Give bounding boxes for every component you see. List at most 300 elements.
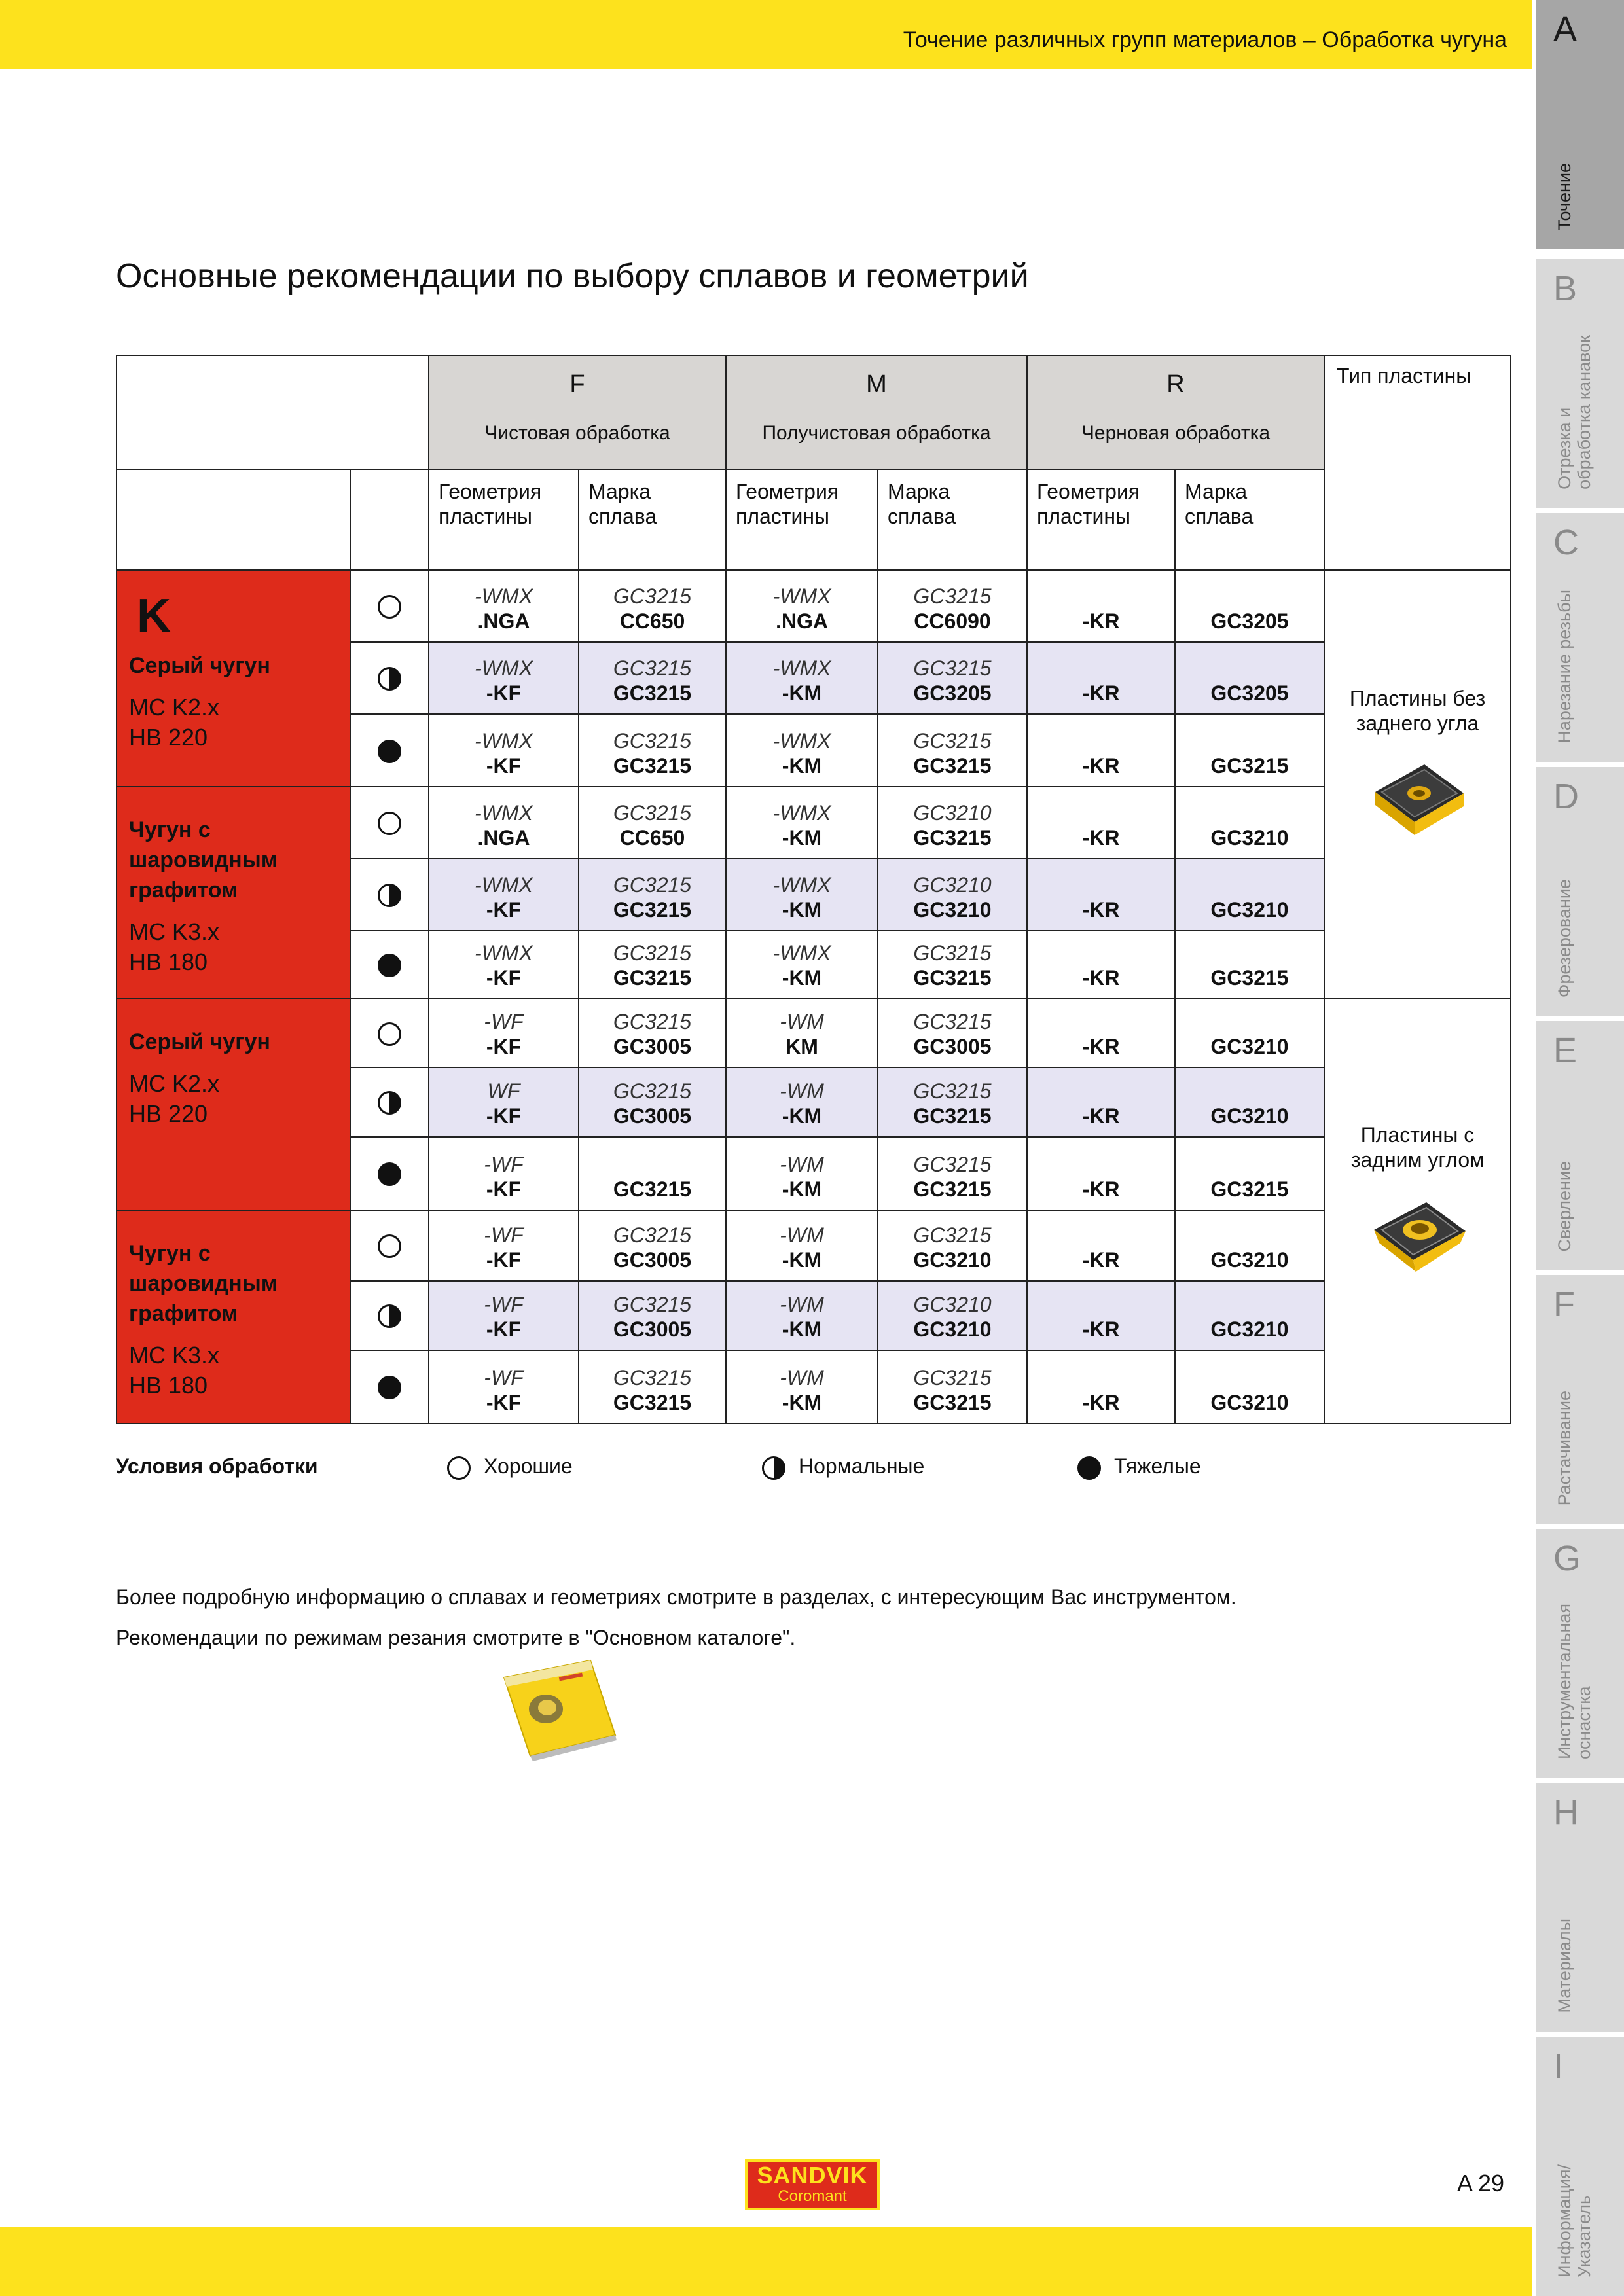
alt-value (1028, 1365, 1174, 1390)
grade-cell (878, 1137, 1027, 1210)
alt-value: GC3215 (613, 656, 692, 680)
main-value: GC3210 (1210, 1104, 1289, 1128)
main-value: GC3205 (1210, 681, 1289, 705)
alt-value: GC3215 (913, 1079, 992, 1103)
alt-value: GC3215 (913, 1366, 992, 1390)
tab-label: Инструментальная оснастка (1555, 1603, 1594, 1759)
tab-letter: E (1553, 1031, 1578, 1070)
geometry-cell (726, 1137, 878, 1210)
main-value: -KR (1082, 1391, 1120, 1414)
grade-subheader: Марка сплава (878, 469, 1027, 570)
material-code: MC K2.x HB 220 (129, 1070, 220, 1127)
heavy-condition-icon (378, 1376, 401, 1399)
alt-value: -WM (780, 1223, 824, 1247)
grade-cell (878, 787, 1027, 859)
grade-cell (579, 642, 726, 714)
geometry-cell (1027, 787, 1175, 859)
material-group-label: K (137, 590, 171, 642)
normal-condition-icon (378, 1091, 401, 1115)
main-value: GC3215 (613, 1177, 692, 1201)
tab-label: Отрезка и обработка канавок (1555, 335, 1594, 490)
geometry-cell (1027, 1210, 1175, 1281)
alt-value: -WF (484, 1153, 524, 1176)
tab-label: Растачивание (1555, 1390, 1574, 1505)
geometry-subheader: Геометрия пластины (726, 469, 878, 570)
main-value: GC3215 (613, 898, 692, 922)
normal-condition-icon (378, 667, 401, 691)
geometry-cell (1027, 1281, 1175, 1350)
grade-cell (1175, 1281, 1324, 1350)
page-title: Основные рекомендации по выбору сплавов и геометрий (116, 257, 1029, 295)
material-code: MC K2.x HB 220 (129, 694, 220, 751)
recommendation-table (116, 355, 1511, 1424)
main-value: -KM (782, 898, 822, 922)
grade-cell (878, 931, 1027, 999)
material-cell (117, 1210, 350, 1424)
grade-cell (1175, 1350, 1324, 1424)
geometry-cell (726, 859, 878, 931)
grade-cell (1175, 570, 1324, 642)
main-value: GC3210 (1210, 826, 1289, 850)
heavy-condition-icon (1077, 1456, 1101, 1480)
tab-letter: D (1553, 777, 1579, 816)
geometry-cell (726, 714, 878, 787)
tab-letter: H (1553, 1793, 1579, 1832)
material-code: MC K3.x HB 180 (129, 918, 220, 975)
tab-label: Информация/ Указатель (1555, 2164, 1594, 2278)
header-bar (0, 0, 1532, 69)
main-value: -KM (782, 1318, 822, 1341)
alt-value (1176, 1009, 1324, 1034)
main-value: -KM (782, 754, 822, 778)
alt-value: GC3215 (613, 801, 692, 825)
geometry-cell (726, 1281, 878, 1350)
geometry-cell (429, 1067, 579, 1137)
alt-value (1028, 800, 1174, 825)
header-title: Точение различных групп материалов – Обработка чугуна (903, 27, 1507, 52)
condition-cell (350, 931, 429, 999)
alt-value: GC3215 (913, 1223, 992, 1247)
main-value: GC3205 (913, 681, 992, 705)
tab-label: Материалы (1555, 1918, 1574, 2013)
main-value: -KM (782, 1177, 822, 1201)
alt-value: GC3215 (913, 1153, 992, 1176)
geometry-subheader: Геометрия пластины (429, 469, 579, 570)
material-code: MC K3.x HB 180 (129, 1342, 220, 1399)
alt-value (1176, 872, 1324, 897)
main-value: -KF (486, 1035, 522, 1058)
main-value: -KF (486, 898, 522, 922)
grade-cell (878, 1350, 1027, 1424)
alt-value: GC3215 (613, 1223, 692, 1247)
alt-value (1176, 1292, 1324, 1317)
tab-letter: C (1553, 523, 1579, 562)
alt-value (1028, 1152, 1174, 1177)
tab-label: Фрезерование (1555, 878, 1574, 997)
alt-value (1176, 1079, 1324, 1103)
main-value: GC3215 (913, 826, 992, 850)
main-value: -KM (782, 1391, 822, 1414)
main-value: -KR (1082, 1177, 1120, 1201)
grade-cell (1175, 859, 1324, 931)
alt-value: -WM (780, 1366, 824, 1390)
grade-cell (878, 859, 1027, 931)
main-value: GC3215 (913, 1391, 992, 1414)
alt-value (1176, 1365, 1324, 1390)
geometry-cell (1027, 714, 1175, 787)
tab-d[interactable] (1536, 767, 1624, 1016)
alt-value: GC3215 (613, 873, 692, 897)
grade-subheader: Марка сплава (579, 469, 726, 570)
alt-value: -WMX (772, 801, 831, 825)
normal-condition-icon (378, 1304, 401, 1328)
alt-value: GC3215 (913, 941, 992, 965)
table-row (117, 787, 1511, 859)
tab-c[interactable] (1536, 513, 1624, 762)
grade-cell (579, 714, 726, 787)
main-value: -KR (1082, 1248, 1120, 1272)
alt-value (1176, 584, 1324, 609)
main-value: -KR (1082, 826, 1120, 850)
alt-value (1176, 1152, 1324, 1177)
geometry-cell (726, 787, 878, 859)
alt-value (1028, 1292, 1174, 1317)
main-value: -KF (486, 754, 522, 778)
geometry-cell (429, 931, 579, 999)
tab-h[interactable] (1536, 1783, 1624, 2032)
good-condition-icon (378, 1234, 401, 1258)
geometry-cell (726, 570, 878, 642)
condition-cell (350, 570, 429, 642)
main-value: CC650 (619, 609, 685, 633)
main-value: -KR (1082, 1318, 1120, 1341)
table-row (117, 1210, 1511, 1281)
grade-cell (579, 1350, 726, 1424)
alt-value: GC3215 (613, 1079, 692, 1103)
alt-value (1028, 584, 1174, 609)
geometry-cell (1027, 1350, 1175, 1424)
tab-letter: B (1553, 269, 1578, 308)
grade-cell (1175, 1067, 1324, 1137)
table-row (117, 570, 1511, 642)
page-number: A 29 (1457, 2170, 1505, 2197)
heavy-condition-icon (378, 740, 401, 763)
material-cell (117, 570, 350, 787)
catalog-book-icon (492, 1658, 617, 1769)
alt-value: -WMX (475, 801, 533, 825)
main-value: -KF (486, 966, 522, 990)
geometry-cell (726, 1350, 878, 1424)
main-value: -KF (486, 1104, 522, 1128)
alt-value: GC3215 (913, 656, 992, 680)
grade-cell (878, 1067, 1027, 1137)
geometry-cell (1027, 999, 1175, 1067)
legend-heavy: Тяжелые (1077, 1454, 1201, 1480)
alt-value: -WF (484, 1293, 524, 1316)
section-tabs (1536, 0, 1624, 2296)
main-value: CC650 (619, 826, 685, 850)
tab-e[interactable] (1536, 1021, 1624, 1270)
alt-value (1028, 941, 1174, 965)
main-value: -KR (1082, 1035, 1120, 1058)
grade-subheader: Марка сплава (1175, 469, 1324, 570)
alt-value: GC3210 (913, 1293, 992, 1316)
group-header-medium: M Получистовая обработка (726, 355, 1027, 469)
main-value: -KM (782, 826, 822, 850)
main-value: CC6090 (914, 609, 991, 633)
main-value: GC3210 (913, 898, 992, 922)
main-value: -KR (1082, 681, 1120, 705)
condition-cell (350, 1067, 429, 1137)
geometry-cell (1027, 1137, 1175, 1210)
tab-g[interactable] (1536, 1529, 1624, 1778)
main-value: GC3215 (613, 966, 692, 990)
normal-condition-icon (762, 1456, 785, 1480)
tab-i[interactable] (1536, 2037, 1624, 2296)
alt-value: -WM (780, 1010, 824, 1033)
grade-cell (579, 1210, 726, 1281)
condition-cell (350, 1137, 429, 1210)
main-value: GC3215 (613, 754, 692, 778)
grade-cell (878, 1281, 1027, 1350)
legend-title: Условия обработки (116, 1454, 318, 1478)
main-value: -KM (782, 1104, 822, 1128)
geometry-cell (429, 714, 579, 787)
alt-value: GC3215 (613, 1010, 692, 1033)
geometry-cell (429, 999, 579, 1067)
main-value: -KF (486, 1248, 522, 1272)
geometry-cell (726, 1210, 878, 1281)
main-value: GC3205 (1210, 609, 1289, 633)
alt-value (1028, 1223, 1174, 1247)
grade-cell (1175, 931, 1324, 999)
main-value: GC3215 (613, 681, 692, 705)
legend-good: Хорошие (447, 1454, 573, 1480)
condition-cell (350, 787, 429, 859)
grade-cell (878, 1210, 1027, 1281)
alt-value (1176, 1223, 1324, 1247)
alt-value: -WMX (475, 873, 533, 897)
tab-label: Точение (1555, 163, 1574, 230)
alt-value: GC3215 (913, 584, 992, 608)
insert-type-cell (1324, 570, 1511, 999)
main-value: GC3210 (1210, 1318, 1289, 1341)
alt-value: GC3215 (613, 941, 692, 965)
note-alloys: Более подробную информацию о сплавах и геометриях смотрите в разделах, с интересующим Вас инструментом. (116, 1585, 1236, 1609)
geometry-cell (1027, 859, 1175, 931)
alt-value (1028, 872, 1174, 897)
grade-cell (579, 999, 726, 1067)
good-condition-icon (447, 1456, 471, 1480)
grade-cell (579, 787, 726, 859)
grade-cell (1175, 1210, 1324, 1281)
tab-label: Сверление (1555, 1160, 1574, 1251)
alt-value: GC3215 (913, 1010, 992, 1033)
grade-cell (579, 1067, 726, 1137)
tab-letter: A (1553, 10, 1578, 49)
sandvik-logo: SANDVIK Coromant (745, 2159, 880, 2210)
alt-value: -WMX (772, 941, 831, 965)
grade-cell (1175, 1137, 1324, 1210)
geometry-cell (429, 1281, 579, 1350)
main-value: GC3005 (613, 1035, 692, 1058)
main-value: GC3215 (913, 1177, 992, 1201)
main-value: -KF (486, 1177, 522, 1201)
material-subheader (117, 469, 350, 570)
alt-value: -WMX (475, 584, 533, 608)
normal-condition-icon (378, 884, 401, 907)
main-value: GC3215 (1210, 966, 1289, 990)
grade-cell (579, 931, 726, 999)
geometry-cell (726, 999, 878, 1067)
alt-value: -WMX (772, 729, 831, 753)
main-value: -KM (782, 1248, 822, 1272)
main-value: GC3005 (613, 1248, 692, 1272)
note-cutting-data: Рекомендации по режимам резания смотрите в "Основном каталоге". (116, 1626, 796, 1649)
main-value: GC3210 (913, 1318, 992, 1341)
alt-value: -WMX (772, 873, 831, 897)
material-name: Серый чугун (129, 1030, 270, 1054)
geometry-cell (429, 859, 579, 931)
main-value: GC3215 (913, 1104, 992, 1128)
group-header-finishing: F Чистовая обработка (429, 355, 726, 469)
grade-cell (579, 1137, 726, 1210)
grade-cell (1175, 714, 1324, 787)
material-name: Чугун с шаровидным графитом (129, 817, 278, 903)
tab-f[interactable] (1536, 1275, 1624, 1524)
insert-type-label: Пластины без заднего угла (1349, 687, 1486, 735)
alt-value: -WMX (772, 656, 831, 680)
grade-cell (1175, 642, 1324, 714)
alt-value: -WMX (475, 729, 533, 753)
main-value: -KF (486, 681, 522, 705)
alt-value: GC3215 (613, 729, 692, 753)
main-value: GC3215 (913, 966, 992, 990)
alt-value: GC3215 (613, 1366, 692, 1390)
alt-value (1176, 941, 1324, 965)
main-value: -KR (1082, 898, 1120, 922)
main-value: -KR (1082, 754, 1120, 778)
alt-value: -WMX (772, 584, 831, 608)
grade-cell (579, 859, 726, 931)
main-value: GC3215 (913, 754, 992, 778)
legend-normal: Нормальные (762, 1454, 924, 1480)
grade-cell (579, 1281, 726, 1350)
geometry-cell (1027, 931, 1175, 999)
table-row (117, 999, 1511, 1067)
geometry-cell (429, 1210, 579, 1281)
main-value: .NGA (776, 609, 828, 633)
material-name: Чугун с шаровидным графитом (129, 1241, 278, 1326)
alt-value: -WF (484, 1366, 524, 1390)
alt-value: -WM (780, 1293, 824, 1316)
alt-value (1028, 656, 1174, 681)
condition-cell (350, 859, 429, 931)
tab-label: Нарезание резьбы (1555, 590, 1574, 744)
alt-value: -WM (780, 1153, 824, 1176)
alt-value (1176, 728, 1324, 753)
geometry-cell (429, 642, 579, 714)
geometry-cell (429, 570, 579, 642)
main-value: .NGA (477, 826, 530, 850)
alt-value: GC3210 (913, 873, 992, 897)
footer-bar (0, 2227, 1532, 2296)
alt-value: -WF (484, 1223, 524, 1247)
grade-cell (878, 999, 1027, 1067)
main-value: GC3005 (613, 1318, 692, 1341)
alt-value: -WMX (475, 941, 533, 965)
grade-cell (1175, 999, 1324, 1067)
main-value: -KR (1082, 609, 1120, 633)
main-value: -KM (782, 966, 822, 990)
tab-a[interactable] (1536, 0, 1624, 249)
main-value: GC3215 (1210, 1177, 1289, 1201)
alt-value: GC3215 (613, 584, 692, 608)
main-value: GC3005 (913, 1035, 992, 1058)
grade-cell (1175, 787, 1324, 859)
alt-value (579, 1152, 725, 1177)
condition-cell (350, 999, 429, 1067)
geometry-subheader: Геометрия пластины (1027, 469, 1175, 570)
alt-value (1176, 656, 1324, 681)
geometry-cell (726, 1067, 878, 1137)
geometry-cell (726, 642, 878, 714)
main-value: .NGA (477, 609, 530, 633)
negative-insert-icon (1362, 746, 1473, 844)
insert-type-cell (1324, 999, 1511, 1424)
geometry-cell (1027, 1067, 1175, 1137)
good-condition-icon (378, 812, 401, 835)
geometry-cell (726, 931, 878, 999)
insert-type-label: Пластины с задним углом (1350, 1123, 1485, 1172)
material-name: Серый чугун (129, 653, 270, 678)
positive-insert-icon (1362, 1183, 1473, 1281)
main-value: GC3210 (913, 1248, 992, 1272)
geometry-cell (1027, 570, 1175, 642)
alt-value: -WMX (475, 656, 533, 680)
grade-cell (579, 570, 726, 642)
alt-value (1028, 1079, 1174, 1103)
main-value: -KF (486, 1391, 522, 1414)
main-value: GC3215 (1210, 754, 1289, 778)
main-value: -KR (1082, 966, 1120, 990)
grade-cell (878, 714, 1027, 787)
main-value: GC3210 (1210, 1248, 1289, 1272)
insert-type-header: Тип пластины (1324, 355, 1511, 570)
main-value: GC3005 (613, 1104, 692, 1128)
tab-letter: I (1553, 2047, 1564, 2086)
condition-cell (350, 1350, 429, 1424)
main-value: -KR (1082, 1104, 1120, 1128)
main-value: GC3210 (1210, 1035, 1289, 1058)
alt-value: GC3210 (913, 801, 992, 825)
geometry-cell (1027, 642, 1175, 714)
condition-subheader (350, 469, 429, 570)
group-header-roughing: R Черновая обработка (1027, 355, 1324, 469)
main-value: -KM (782, 681, 822, 705)
material-cell (117, 999, 350, 1210)
material-cell (117, 787, 350, 999)
grade-cell (878, 570, 1027, 642)
alt-value: WF (487, 1079, 520, 1103)
tab-letter: F (1553, 1285, 1575, 1324)
condition-cell (350, 1281, 429, 1350)
tab-letter: G (1553, 1539, 1581, 1578)
tab-b[interactable] (1536, 259, 1624, 508)
alt-value (1028, 728, 1174, 753)
heavy-condition-icon (378, 954, 401, 977)
main-value: -KF (486, 1318, 522, 1341)
